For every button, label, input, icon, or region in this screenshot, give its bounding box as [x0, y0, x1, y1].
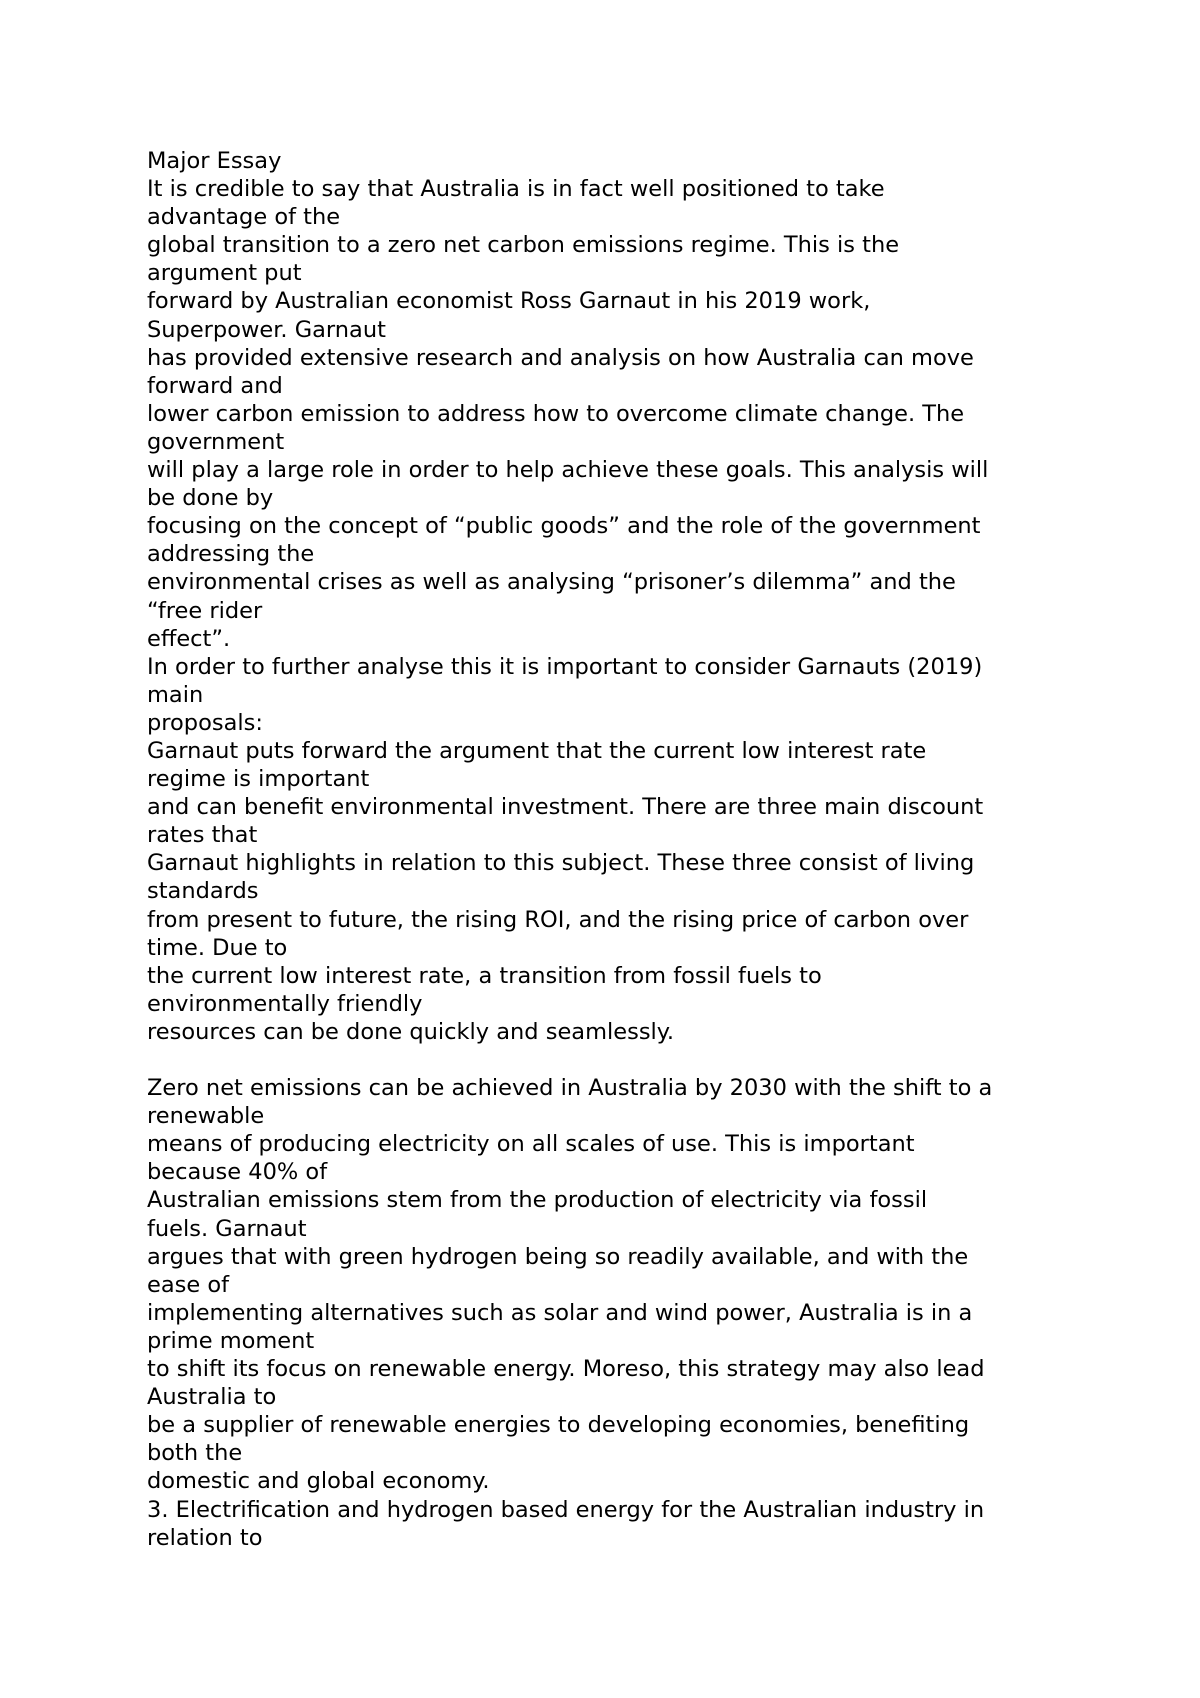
text-line: argument put [147, 260, 302, 287]
text-line: Australia to [147, 1384, 277, 1411]
text-line: relation to [147, 1524, 263, 1551]
text-line: Zero net emissions can be achieved in Australia by 2030 with the shift to a [147, 1075, 993, 1102]
text-line [147, 1046, 1087, 1074]
text-line: focusing on the concept of “public goods” and the role of the government [147, 513, 981, 540]
text-line: ease of [147, 1271, 230, 1298]
essay-body [147, 147, 1087, 1552]
text-line: environmental crises as well as analysing “prisoner’s dilemma” and the [147, 569, 956, 596]
text-line: argues that with green hydrogen being so readily available, and with the [147, 1243, 969, 1270]
text-line: prime moment [147, 1327, 315, 1354]
text-line: forward and [147, 372, 283, 399]
text-line: resources can be done quickly and seamlessly. [147, 1018, 675, 1045]
text-line: and can benefit environmental investment. There are three main discount [147, 794, 984, 821]
text-line: 3. Electrification and hydrogen based energy for the Australian industry in [147, 1496, 985, 1523]
text-line: renewable [147, 1103, 265, 1130]
text-line: fuels. Garnaut [147, 1215, 307, 1242]
text-line: both the [147, 1440, 243, 1467]
text-line: standards [147, 878, 259, 905]
text-line: because 40% of [147, 1159, 328, 1186]
text-line: main [147, 681, 204, 708]
text-line: lower carbon emission to address how to overcome climate change. The [147, 400, 965, 427]
text-line: regime is important [147, 766, 370, 793]
text-line: be a supplier of renewable energies to developing economies, benefiting [147, 1412, 970, 1439]
text-line: addressing the [147, 541, 315, 568]
essay-title: Major Essay [147, 148, 282, 174]
text-line: Australian emissions stem from the production of electricity via fossil [147, 1187, 928, 1214]
text-line: implementing alternatives such as solar and wind power, Australia is in a [147, 1299, 973, 1326]
text-line: advantage of the [147, 204, 341, 231]
text-line: the current low interest rate, a transition from fossil fuels to [147, 962, 822, 989]
text-line: from present to future, the rising ROI, and the rising price of carbon over [147, 906, 969, 933]
text-line: domestic and global economy. [147, 1468, 490, 1495]
text-line: be done by [147, 485, 274, 512]
text-line: to shift its focus on renewable energy. Moreso, this strategy may also lead [147, 1356, 985, 1383]
text-line: environmentally friendly [147, 990, 423, 1017]
text-line: rates that [147, 822, 258, 849]
text-line: It is credible to say that Australia is in fact well positioned to take [147, 176, 885, 203]
text-line: forward by Australian economist Ross Garnaut in his 2019 work, [147, 288, 871, 315]
text-line: means of producing electricity on all scales of use. This is important [147, 1131, 915, 1158]
text-line: has provided extensive research and analysis on how Australia can move [147, 344, 974, 371]
text-line: effect”. [147, 625, 231, 652]
text-line: “free rider [147, 597, 263, 624]
text-line: global transition to a zero net carbon emissions regime. This is the [147, 232, 900, 259]
text-line: Garnaut highlights in relation to this subject. These three consist of living [147, 850, 975, 877]
text-line: In order to further analyse this it is important to consider Garnauts (2019) [147, 653, 983, 680]
text-line: Garnaut puts forward the argument that the current low interest rate [147, 737, 927, 764]
text-line: proposals: [147, 709, 263, 736]
text-line: Superpower. Garnaut [147, 316, 386, 343]
text-line: government [147, 428, 285, 455]
text-line: will play a large role in order to help achieve these goals. This analysis will [147, 457, 989, 484]
text-line: time. Due to [147, 934, 288, 961]
